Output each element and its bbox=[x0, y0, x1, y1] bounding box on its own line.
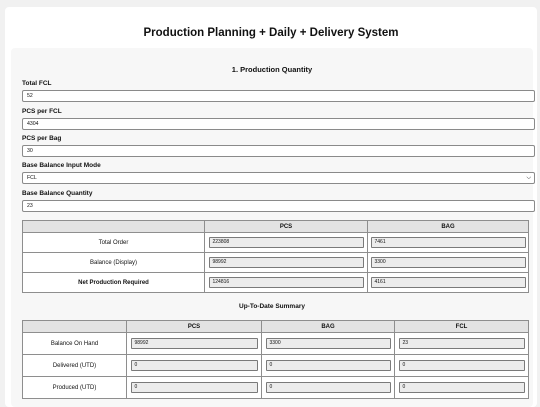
table-row bbox=[23, 377, 529, 399]
produced-utd-fcl[interactable]: 0 bbox=[399, 382, 525, 393]
base-balance-qty-label: Base Balance Quantity bbox=[22, 190, 93, 197]
balance-display-pcs[interactable]: 98992 bbox=[209, 257, 364, 268]
produced-utd-pcs[interactable]: 0 bbox=[131, 382, 258, 393]
pcs-per-fcl-input[interactable]: 4304 bbox=[22, 118, 535, 130]
delivered-utd-fcl[interactable]: 0 bbox=[399, 360, 525, 371]
table-row bbox=[23, 253, 529, 273]
row-label: Produced (UTD) bbox=[23, 377, 127, 399]
balance-on-hand-bag[interactable]: 3300 bbox=[266, 338, 391, 349]
production-table bbox=[22, 220, 529, 293]
base-balance-qty-input[interactable]: 23 bbox=[22, 200, 535, 212]
total-order-bag[interactable]: 7461 bbox=[371, 237, 526, 248]
page-title: Production Planning + Daily + Delivery System bbox=[143, 27, 399, 39]
summary-header-fcl: FCL bbox=[395, 321, 529, 333]
delivered-utd-bag[interactable]: 0 bbox=[266, 360, 391, 371]
pcs-per-bag-label: PCS per Bag bbox=[22, 135, 62, 142]
summary-header-bag: BAG bbox=[262, 321, 395, 333]
row-label: Total Order bbox=[23, 233, 205, 253]
table-header-pcs: PCS bbox=[205, 221, 368, 233]
table-header-bag: BAG bbox=[368, 221, 529, 233]
pcs-per-bag-input[interactable]: 30 bbox=[22, 145, 535, 157]
summary-header-pcs: PCS bbox=[127, 321, 262, 333]
summary-header-row bbox=[23, 321, 529, 333]
delivered-utd-pcs[interactable]: 0 bbox=[131, 360, 258, 371]
table-row bbox=[23, 233, 529, 253]
total-order-pcs[interactable]: 223808 bbox=[209, 237, 364, 248]
balance-on-hand-pcs[interactable]: 98992 bbox=[131, 338, 258, 349]
net-production-bag[interactable]: 4161 bbox=[371, 277, 526, 288]
row-label: Balance (Display) bbox=[23, 253, 205, 273]
balance-on-hand-fcl[interactable]: 23 bbox=[399, 338, 525, 349]
total-fcl-input[interactable]: 52 bbox=[22, 90, 535, 102]
base-balance-mode-value: FCL bbox=[27, 175, 37, 181]
base-balance-mode-label: Base Balance Input Mode bbox=[22, 162, 101, 169]
table-row bbox=[23, 273, 529, 293]
base-balance-mode-select[interactable] bbox=[22, 172, 535, 184]
net-production-pcs[interactable]: 124816 bbox=[209, 277, 364, 288]
production-quantity-section bbox=[11, 48, 533, 407]
summary-title: Up-To-Date Summary bbox=[239, 303, 305, 310]
row-label: Delivered (UTD) bbox=[23, 355, 127, 377]
chevron-down-icon: ⌵ bbox=[526, 175, 531, 181]
balance-display-bag[interactable]: 3300 bbox=[371, 257, 526, 268]
table-row bbox=[23, 355, 529, 377]
produced-utd-bag[interactable]: 0 bbox=[266, 382, 391, 393]
summary-header-empty bbox=[23, 321, 127, 333]
table-header-row bbox=[23, 221, 529, 233]
page-container bbox=[5, 7, 537, 407]
summary-table bbox=[22, 320, 529, 399]
total-fcl-label: Total FCL bbox=[22, 80, 52, 87]
table-header-empty bbox=[23, 221, 205, 233]
section-title: 1. Production Quantity bbox=[231, 65, 313, 74]
table-row bbox=[23, 333, 529, 355]
row-label: Net Production Required bbox=[23, 273, 205, 293]
row-label: Balance On Hand bbox=[23, 333, 127, 355]
pcs-per-fcl-label: PCS per FCL bbox=[22, 108, 62, 115]
